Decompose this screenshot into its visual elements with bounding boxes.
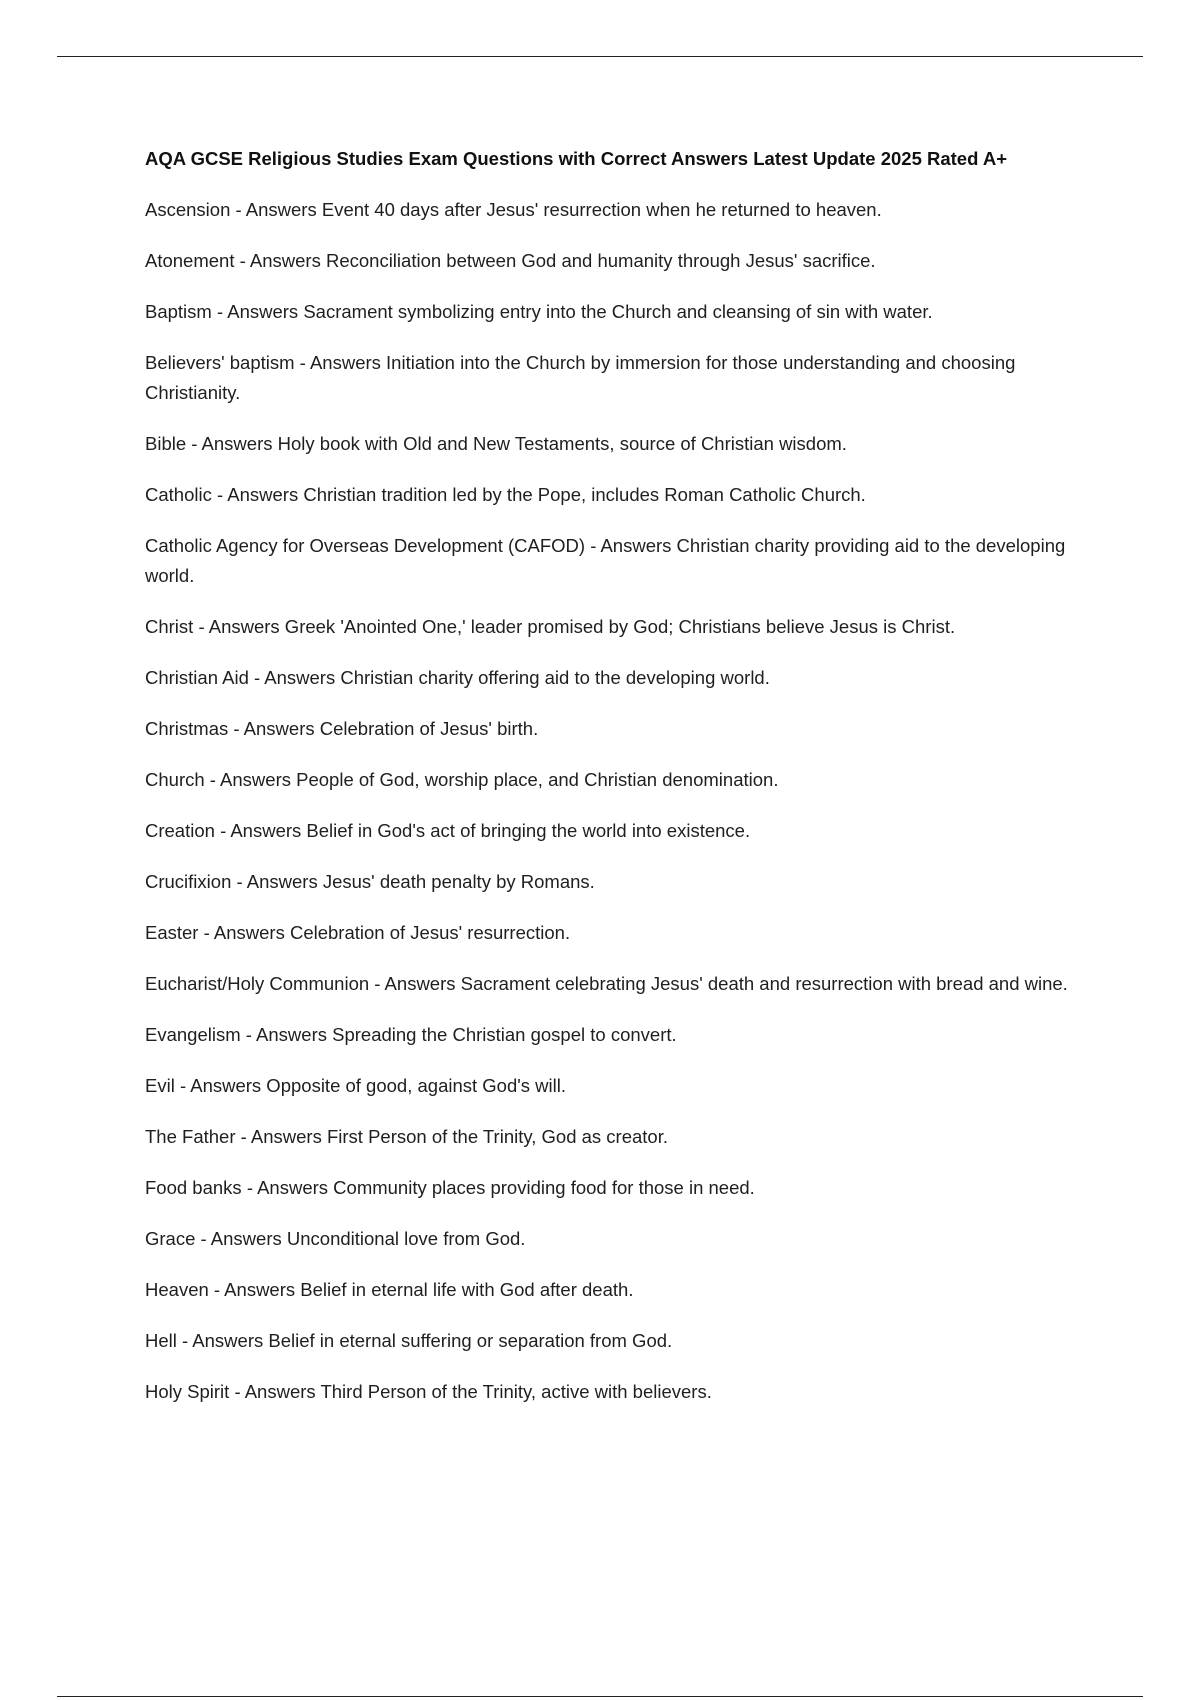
entry-believers-baptism: Believers' baptism - Answers Initiation into the Church by immersion for those understanding and choosing Christianity. [145, 352, 1016, 403]
entry-cafod: Catholic Agency for Overseas Development (CAFOD) - Answers Christian charity providing aid to the developing world. [145, 535, 1066, 586]
document-title: AQA GCSE Religious Studies Exam Questions with Correct Answers Latest Update 2025 Rated A+ [145, 148, 1008, 169]
entry-church: Church - Answers People of God, worship place, and Christian denomination. [145, 769, 779, 790]
entry-christ: Christ - Answers Greek 'Anointed One,' leader promised by God; Christians believe Jesus is Christ. [145, 616, 956, 637]
entry-ascension: Ascension - Answers Event 40 days after Jesus' resurrection when he returned to heaven. [145, 199, 882, 220]
entry-catholic: Catholic - Answers Christian tradition led by the Pope, includes Roman Catholic Church. [145, 484, 866, 505]
entry-easter: Easter - Answers Celebration of Jesus' resurrection. [145, 922, 571, 943]
entry-bible: Bible - Answers Holy book with Old and New Testaments, source of Christian wisdom. [145, 433, 847, 454]
entry-evil: Evil - Answers Opposite of good, against God's will. [145, 1075, 567, 1096]
top-divider [57, 56, 1143, 57]
entry-eucharist: Eucharist/Holy Communion - Answers Sacrament celebrating Jesus' death and resurrection with bread and wine. [145, 973, 1068, 994]
entry-crucifixion: Crucifixion - Answers Jesus' death penalty by Romans. [145, 871, 595, 892]
entry-the-father: The Father - Answers First Person of the Trinity, God as creator. [145, 1126, 668, 1147]
entry-atonement: Atonement - Answers Reconciliation between God and humanity through Jesus' sacrifice. [145, 250, 876, 271]
entry-holy-spirit: Holy Spirit - Answers Third Person of the Trinity, active with believers. [145, 1381, 712, 1402]
entry-baptism: Baptism - Answers Sacrament symbolizing entry into the Church and cleansing of sin with water. [145, 301, 933, 322]
bottom-divider [57, 1696, 1143, 1697]
entry-heaven: Heaven - Answers Belief in eternal life with God after death. [145, 1279, 634, 1300]
document-body [145, 144, 1075, 1428]
entry-christmas: Christmas - Answers Celebration of Jesus' birth. [145, 718, 539, 739]
entry-grace: Grace - Answers Unconditional love from God. [145, 1228, 526, 1249]
entry-creation: Creation - Answers Belief in God's act of bringing the world into existence. [145, 820, 751, 841]
entry-christian-aid: Christian Aid - Answers Christian charity offering aid to the developing world. [145, 667, 770, 688]
entry-list [145, 195, 1075, 1407]
entry-food-banks: Food banks - Answers Community places providing food for those in need. [145, 1177, 755, 1198]
entry-evangelism: Evangelism - Answers Spreading the Christian gospel to convert. [145, 1024, 677, 1045]
entry-hell: Hell - Answers Belief in eternal suffering or separation from God. [145, 1330, 673, 1351]
